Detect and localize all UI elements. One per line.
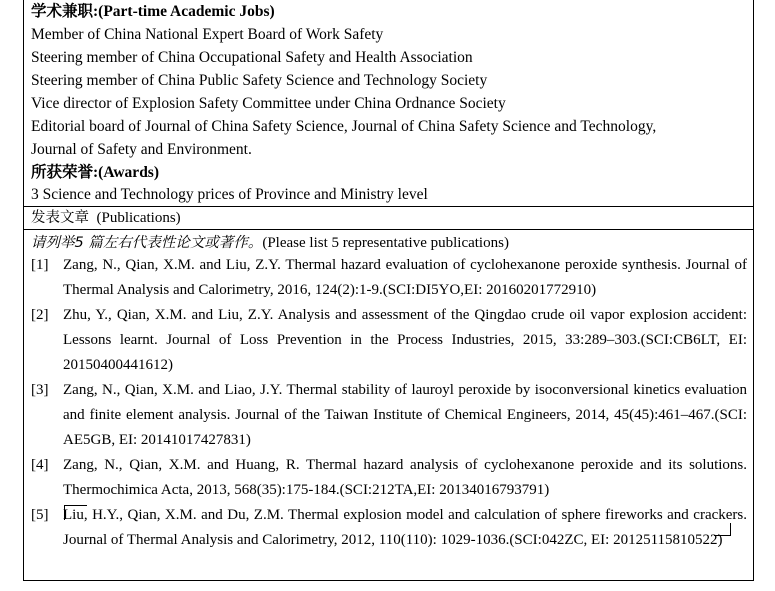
publications-instruction	[31, 233, 509, 253]
positions-heading: 学术兼职:(Part-time Academic Jobs)	[31, 3, 275, 20]
publications-heading-cn: 发表文章	[31, 210, 89, 226]
text-boundary-mark	[714, 523, 731, 536]
awards-heading: 所获荣誉:(Awards)	[31, 164, 160, 181]
position-item: Steering member of China Public Safety Science and Technology Society	[31, 72, 488, 89]
instruction-cn: 请列举5 篇左右代表性论文或著作。	[31, 235, 263, 251]
publications-heading-en: (Publications)	[96, 210, 181, 226]
publication-text: Liu, H.Y., Qian, X.M. and Du, Z.M. Thermal explosion model and calculation of sphere fireworks and crackers. Journal of Thermal Analysis and Calorimetry, 2012, 110(110): 1029-1036.(SCI:042ZC, EI: 20125115810522)	[63, 507, 747, 548]
cv-table	[23, 0, 754, 581]
position-item: Vice director of Explosion Safety Committee under China Ordnance Society	[31, 95, 506, 112]
publication-text: Zang, N., Qian, X.M. and Liao, J.Y. Thermal stability of lauroyl peroxide by isoconversional kinetics evaluation and finite element analysis. Journal of the Taiwan Institute of Chemical Engineers, 2014, 45(45):461–467.(SCI: AE5GB, EI: 20141017427831)	[63, 382, 747, 448]
text-boundary-mark	[64, 505, 87, 520]
publication-text: Zang, N., Qian, X.M. and Huang, R. Thermal hazard analysis of cyclohexanone peroxide and its solutions. Thermochimica Acta, 2013, 568(35):175-184.(SCI:212TA,EI: 20134016793791)	[63, 457, 747, 498]
position-item: Member of China National Expert Board of Work Safety	[31, 26, 384, 43]
publications-header-cell	[24, 206, 753, 230]
publication-number: [3]	[31, 382, 49, 398]
publication-text: Zang, N., Qian, X.M. and Liu, Z.Y. Thermal hazard evaluation of cyclohexanone peroxide synthesis. Journal of Thermal Analysis and Calorimetry, 2016, 124(2):1-9.(SCI:DI5YO,EI: 20160201772910)	[63, 257, 747, 298]
position-item: Steering member of China Occupational Safety and Health Association	[31, 49, 473, 66]
publication-number: [5]	[31, 507, 49, 523]
publication-number: [2]	[31, 307, 49, 323]
award-item: 3 Science and Technology prices of Province and Ministry level	[31, 186, 428, 203]
publication-number: [1]	[31, 257, 49, 273]
positions-awards-cell	[24, 0, 753, 206]
instruction-en: (Please list 5 representative publications)	[262, 235, 509, 251]
publications-heading	[31, 209, 181, 228]
position-item: Editorial board of Journal of China Safety Science, Journal of China Safety Science and Technology,	[31, 118, 657, 135]
publication-number: [4]	[31, 457, 49, 473]
publication-text: Zhu, Y., Qian, X.M. and Liu, Z.Y. Analysis and assessment of the Qingdao crude oil vapor explosion accident: Lessons learnt. Journal of Loss Prevention in the Process Industries, 2015, 33:289–303.(SCI:CB6LT, EI: 20150400441612)	[63, 307, 747, 373]
publications-list-cell	[24, 230, 753, 581]
position-item: Journal of Safety and Environment.	[31, 141, 252, 158]
